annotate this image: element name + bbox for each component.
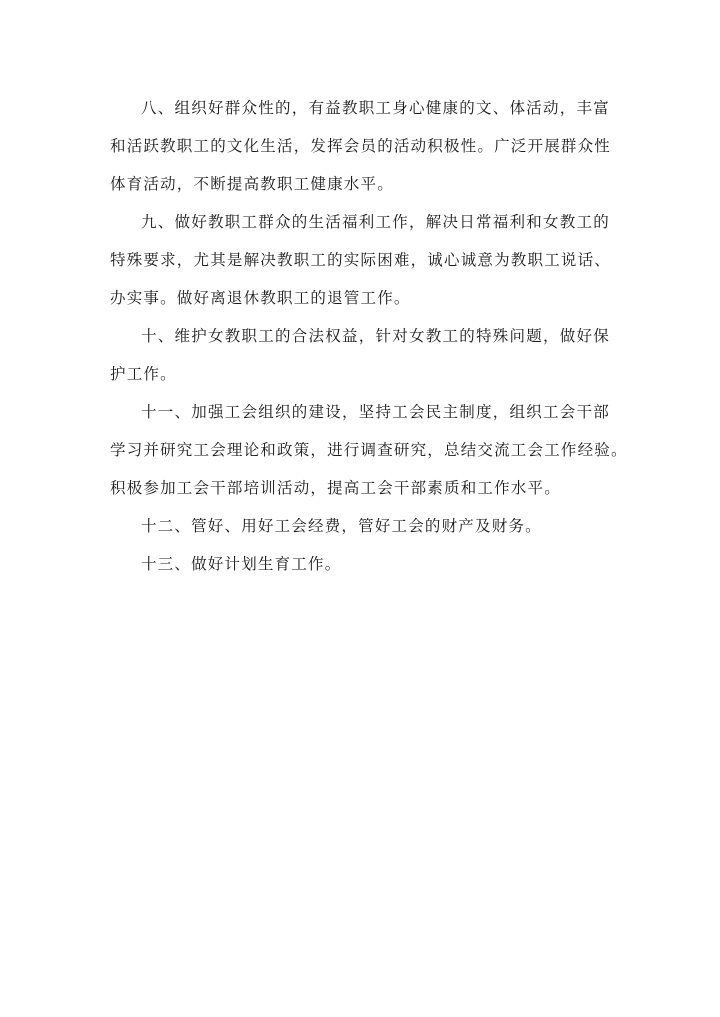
paragraph-9 [110,208,610,322]
paragraph-line: 护工作。 [110,365,177,383]
paragraph-line: 体育活动，不断提高教职工健康水平。 [110,175,394,193]
paragraph-line: 学习并研究工会理论和政策，进行调查研究，总结交流工会工作经验。 [110,441,628,459]
paragraph-line: 九、做好教职工群众的生活福利工作，解决日常福利和女教工的 [141,213,610,231]
paragraph-8 [110,94,610,208]
paragraph-13 [110,550,610,588]
paragraph-line: 八、组织好群众性的，有益教职工身心健康的文、体活动，丰富 [141,99,610,117]
paragraph-line: 十三、做好计划生育工作。 [141,555,342,573]
paragraph-line: 十一、加强工会组织的建设，坚持工会民主制度，组织工会干部 [141,403,610,421]
paragraph-line: 十、维护女教职工的合法权益，针对女教工的特殊问题，做好保 [141,327,610,345]
paragraph-11 [110,398,628,512]
paragraph-10 [110,322,610,398]
paragraph-12 [110,512,610,550]
paragraph-line: 积极参加工会干部培训活动，提高工会干部素质和工作水平。 [110,479,561,497]
paragraph-line: 办实事。做好离退休教职工的退管工作。 [110,289,411,307]
document-body [110,94,628,588]
paragraph-line: 特殊要求，尤其是解决教职工的实际困难，诚心诚意为教职工说话、 [110,251,612,269]
paragraph-line: 十二、管好、用好工会经费，管好工会的财产及财务。 [141,517,542,535]
paragraph-line: 和活跃教职工的文化生活，发挥会员的活动积极性。广泛开展群众性 [110,137,612,155]
